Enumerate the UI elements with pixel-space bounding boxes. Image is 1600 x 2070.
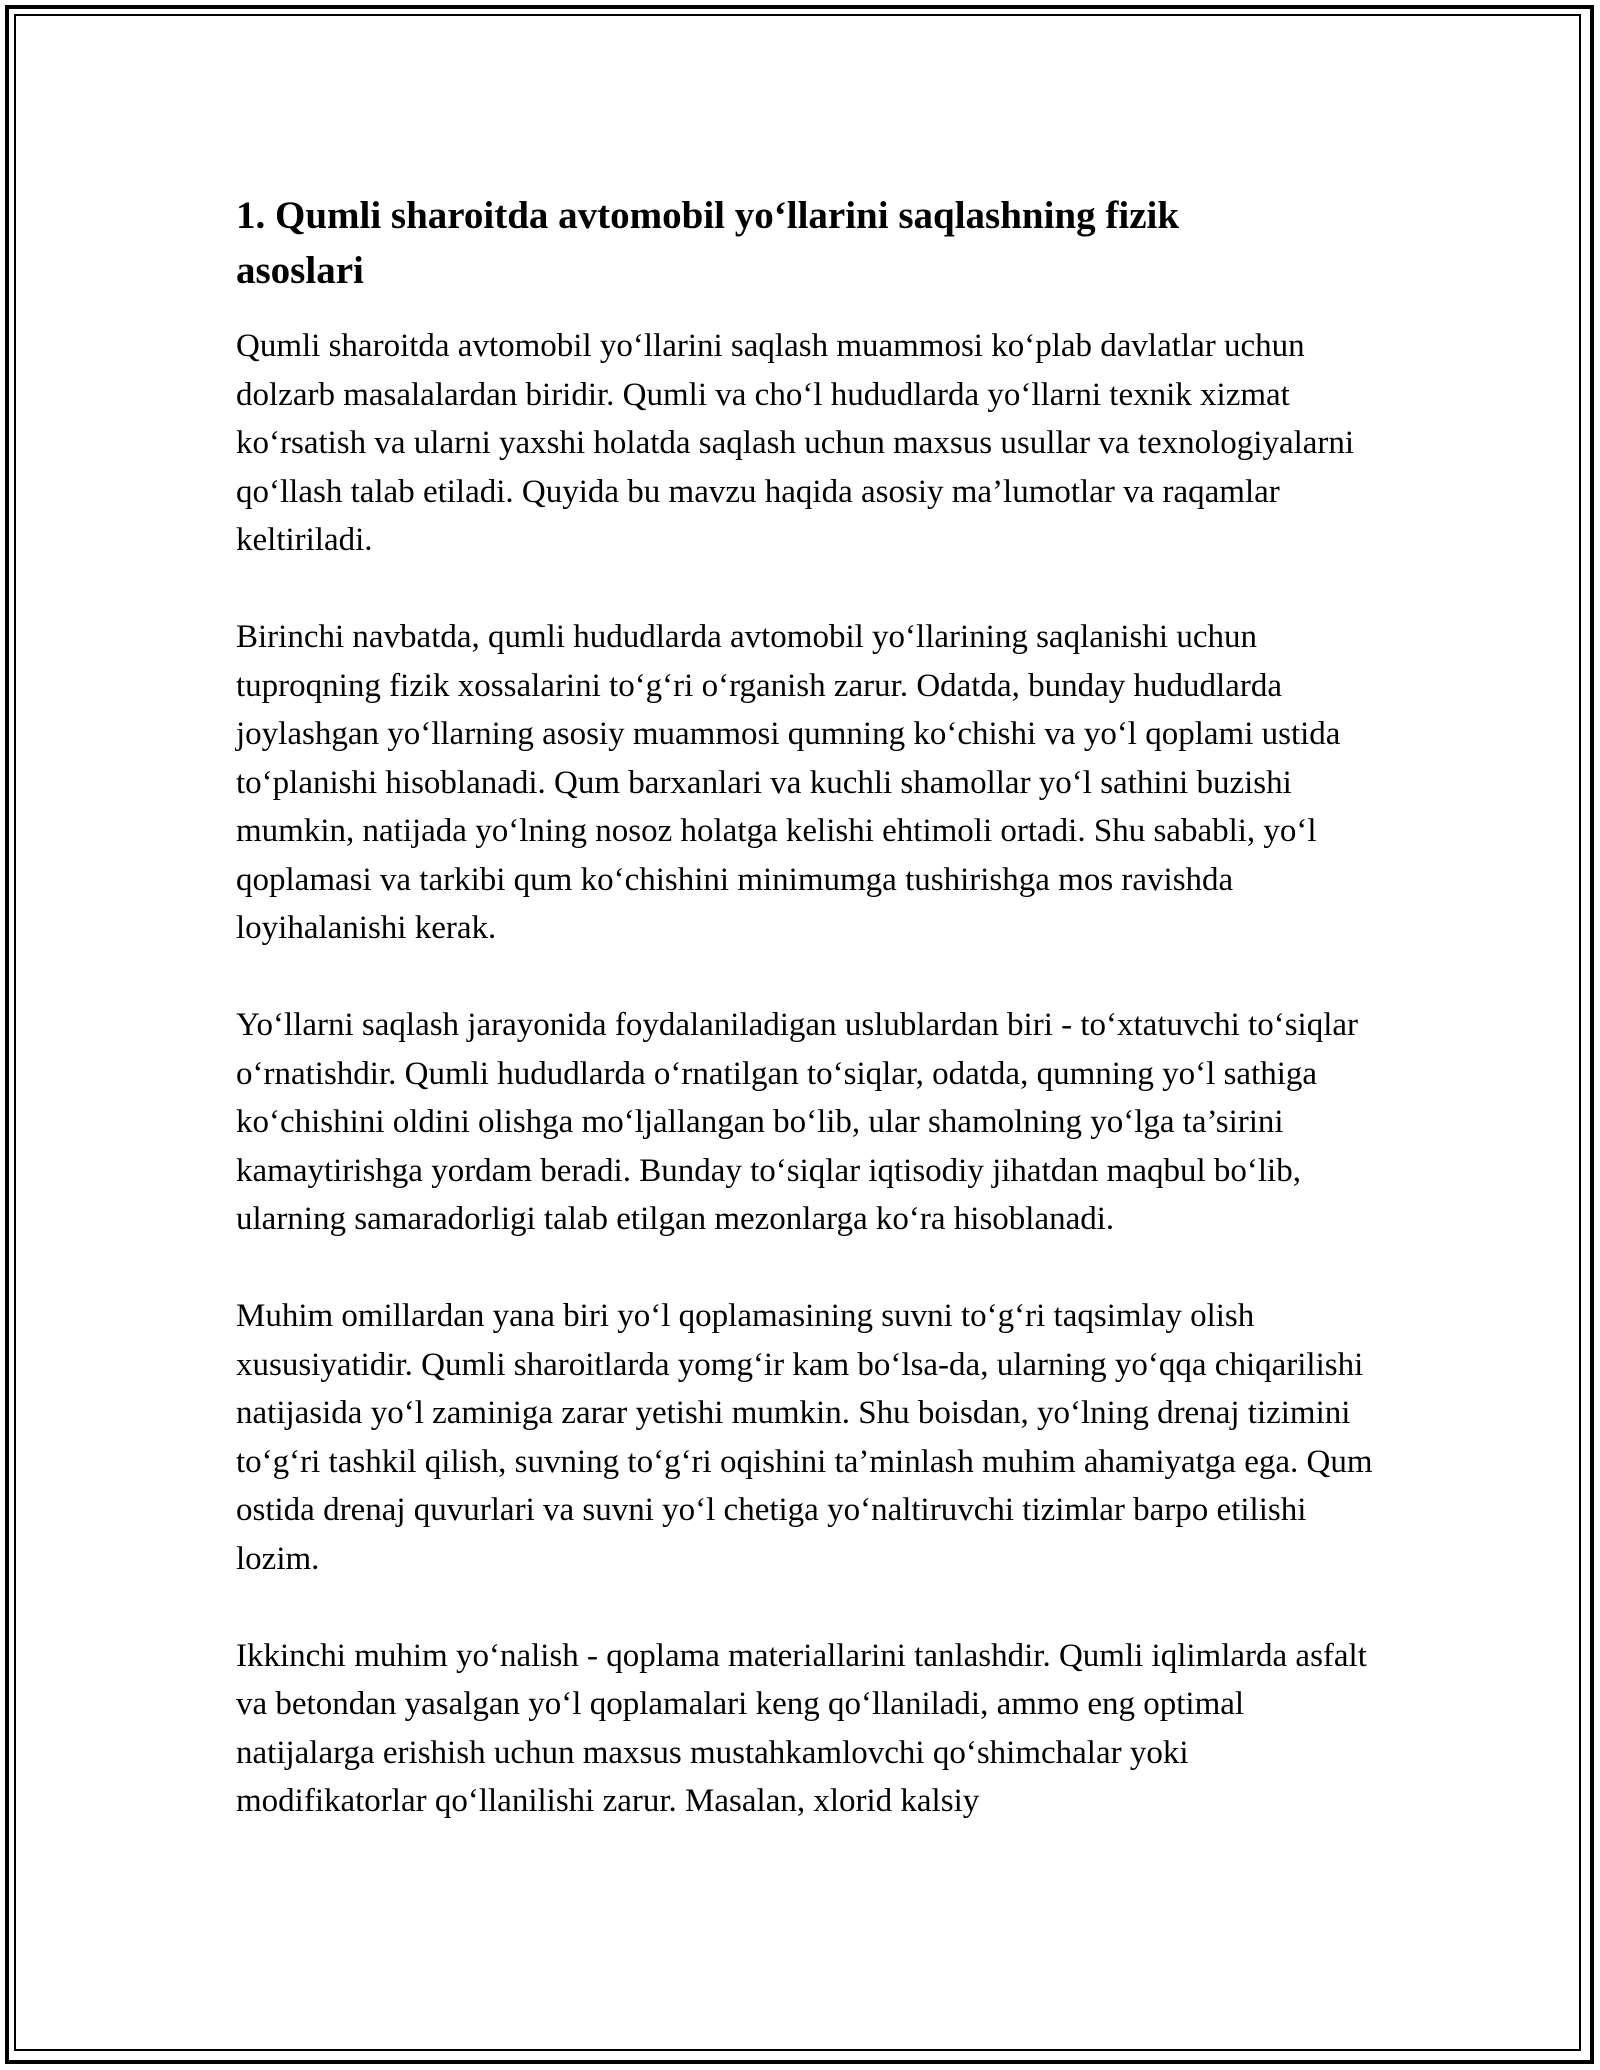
paragraph-drainage: Muhim omillardan yana biri yo‘l qoplamasining suvni to‘g‘ri taqsimlay olish xususiyatidir. Qumli sharoitlarda yomg‘ir kam bo‘lsa-da, ularning yo‘qqa chiqarilishi natijasida yo‘l zaminiga zarar yetishi mumkin. Shu boisdan, yo‘lning drenaj tizimini to‘g‘ri tashkil qilish, suvning to‘g‘ri oqishini ta’minlash muhim ahamiyatga ega. Qum ostida drenaj quvurlari va suvni yo‘l chetiga yo‘naltiruvchi tizimlar barpo etilishi lozim. — [236, 1298, 1373, 1577]
document-title: 1. Qumli sharoitda avtomobil yo‘llarini saqlashning fizik asoslari — [236, 194, 1180, 292]
paragraph-barriers: Yo‘llarni saqlash jarayonida foydalaniladigan uslublardan biri - to‘xtatuvchi to‘siqlar o‘rnatishdir. Qumli hududlarda o‘rnatilgan to‘siqlar, odatda, qumning yo‘l sathiga ko‘chishini oldini olishga mo‘ljallangan bo‘lib, ular shamolning yo‘lga ta’sirini kamaytirishga yordam beradi. Bunday to‘siqlar iqtisodiy jihatdan maqbul bo‘lib, ularning samaradorligi talab etilgan mezonlarga ko‘ra hisoblanadi. — [236, 1007, 1359, 1237]
paragraph-materials: Ikkinchi muhim yo‘nalish - qoplama materiallarini tanlashdir. Qumli iqlimlarda asfalt va betondan yasalgan yo‘l qoplamalari keng qo‘llaniladi, ammo eng optimal natijalarga erishish uchun maxsus mustahkamlovchi qo‘shimchalar yoki modifikatorlar qo‘llanilishi zarur. Masalan, xlorid kalsiy — [236, 1637, 1367, 1819]
paragraph-intro: Qumli sharoitda avtomobil yo‘llarini saqlash muammosi ko‘plab davlatlar uchun dolzarb masalalardan biridir. Qumli va cho‘l hududlarda yo‘llarni texnik xizmat ko‘rsatish va ularni yaxshi holatda saqlash uchun maxsus usullar va texnologiyalarni qo‘llash talab etiladi. Quyida bu mavzu haqida asosiy ma’lumotlar va raqamlar keltiriladi. — [236, 328, 1355, 558]
document-body — [236, 188, 1386, 1874]
paragraph-soil-properties: Birinchi navbatda, qumli hududlarda avtomobil yo‘llarining saqlanishi uchun tuproqning fizik xossalarini to‘g‘ri o‘rganish zarur. Odatda, bunday hududlarda joylashgan yo‘llarning asosiy muammosi qumning ko‘chishi va yo‘l qoplami ustida to‘planishi hisoblanadi. Qum barxanlari va kuchli shamollar yo‘l sathini buzishi mumkin, natijada yo‘lning nosoz holatga kelishi ehtimoli ortadi. Shu sababli, yo‘l qoplamasi va tarkibi qum ko‘chishini minimumga tushirishga mos ravishda loyihalanishi kerak. — [236, 619, 1341, 946]
